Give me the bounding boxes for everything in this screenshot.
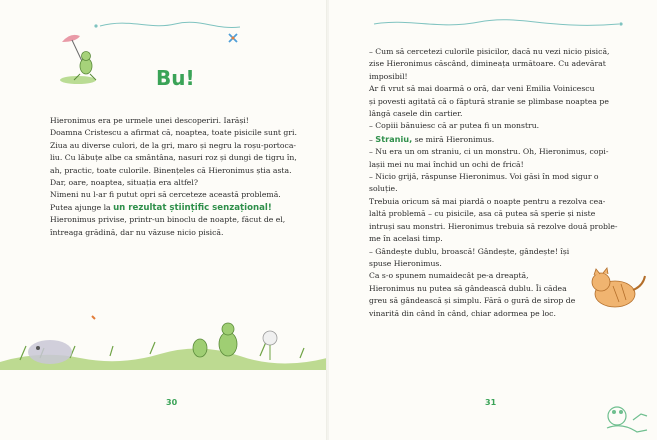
text-line: lângă casele din cartier. — [369, 109, 463, 119]
highlight-word: Straniu, — [375, 133, 413, 144]
chapter-title: Bu! — [156, 66, 195, 90]
grass-frog-illustration — [0, 300, 327, 380]
text-span: se miră Hieronimus. — [412, 134, 495, 144]
text-line: Nimeni nu l-ar fi putut opri să cerceteze această problemă. — [50, 190, 281, 200]
text-line: Hieronimus privise, printr-un binoclu de noapte, făcut de el, — [50, 215, 286, 225]
text-line: Hieronimus nu putea să gândească dublu. Îi cădea — [369, 283, 567, 293]
text-line: și povesti agitată că o făptură stranie se plimbase noaptea pe — [369, 96, 609, 106]
text-span: Putea ajunge la — [50, 202, 114, 212]
page-number-right: 31 — [485, 398, 497, 407]
left-page — [0, 0, 327, 440]
text-line: – Cum să cercetezi culorile pisicilor, dacă nu vezi nicio pisică, — [369, 47, 610, 56]
text-line: – Nu era un om straniu, ci un monstru. Oh, Hieronimus, copi- — [369, 147, 609, 157]
text-line: me în acelasi timp. — [369, 234, 443, 244]
text-line: laltă problemă – cu pisicile, asa că putea să sperie și niste — [369, 209, 596, 219]
text-line: – Copiii bănuiesc că ar putea fi un monstru. — [369, 121, 540, 131]
right-page — [329, 0, 657, 440]
text-line: Hieronimus era pe urmele unei descoperiri. Iarăși! — [50, 116, 249, 125]
text-line: Doamna Cristescu a afirmat că, noaptea, toate pisicile sunt gri. — [50, 128, 297, 138]
text-line: vinarită din când în când, chiar adormea pe loc. — [369, 308, 556, 318]
text-line: liu. Cu lăbuțe albe ca smântâna, nasuri roz și dungi de tigru în, — [50, 153, 297, 163]
text-line: Ziua au diverse culori, de la gri, maro și negru la roșu-portoca- — [50, 140, 297, 150]
text-line — [50, 202, 300, 214]
flower-ornament-icon — [329, 0, 657, 40]
page-number-left: 30 — [166, 398, 178, 407]
text-line: ah, practic, toate culorile. Binențeles că Hieronimus știa asta. — [50, 165, 292, 175]
left-body — [50, 115, 300, 239]
text-span: – — [369, 134, 376, 144]
text-line: Trebuia oricum să mai piardă o noapte pentru a rezolva cea- — [369, 196, 606, 206]
frog-corner-icon — [597, 398, 657, 438]
text-line — [369, 133, 627, 146]
text-line: Ar fi vrut să mai doarmă o oră, dar veni Emilia Voinicescu — [369, 84, 595, 94]
text-line: Dar, oare, noaptea, situația era altfel? — [50, 178, 198, 188]
text-line: greu să gândească și simplu. Fără o gură de sirop de — [369, 296, 576, 306]
text-line: imposibil! — [369, 71, 408, 81]
highlight-phrase: un rezultat științific senzațional! — [113, 202, 272, 213]
text-line: zise Hieronimus căscând, dimineața următoare. Cu adevărat — [369, 59, 606, 69]
text-line: Ca s-o spunem numaidecât pe-a dreaptă, — [369, 271, 529, 281]
text-line: soluție. — [369, 184, 398, 194]
text-line: spuse Hieronimus. — [369, 258, 442, 268]
text-line: – Nicio grijă, răspunse Hieronimus. Voi găsi în mod sigur o — [369, 172, 599, 182]
cat-illustration-icon — [587, 262, 647, 312]
text-line: intruși sau monstri. Hieronimus trebuia să rezolve două proble- — [369, 221, 618, 231]
text-line: întreaga grădină, dar nu văzuse nicio pisică. — [50, 227, 224, 237]
frog-umbrella-icon — [50, 30, 110, 86]
text-line: lașii mei nu mai închid un ochi de frică! — [369, 159, 524, 169]
text-line: – Gândește dublu, broască! Gândește, gândește! își — [369, 246, 570, 256]
